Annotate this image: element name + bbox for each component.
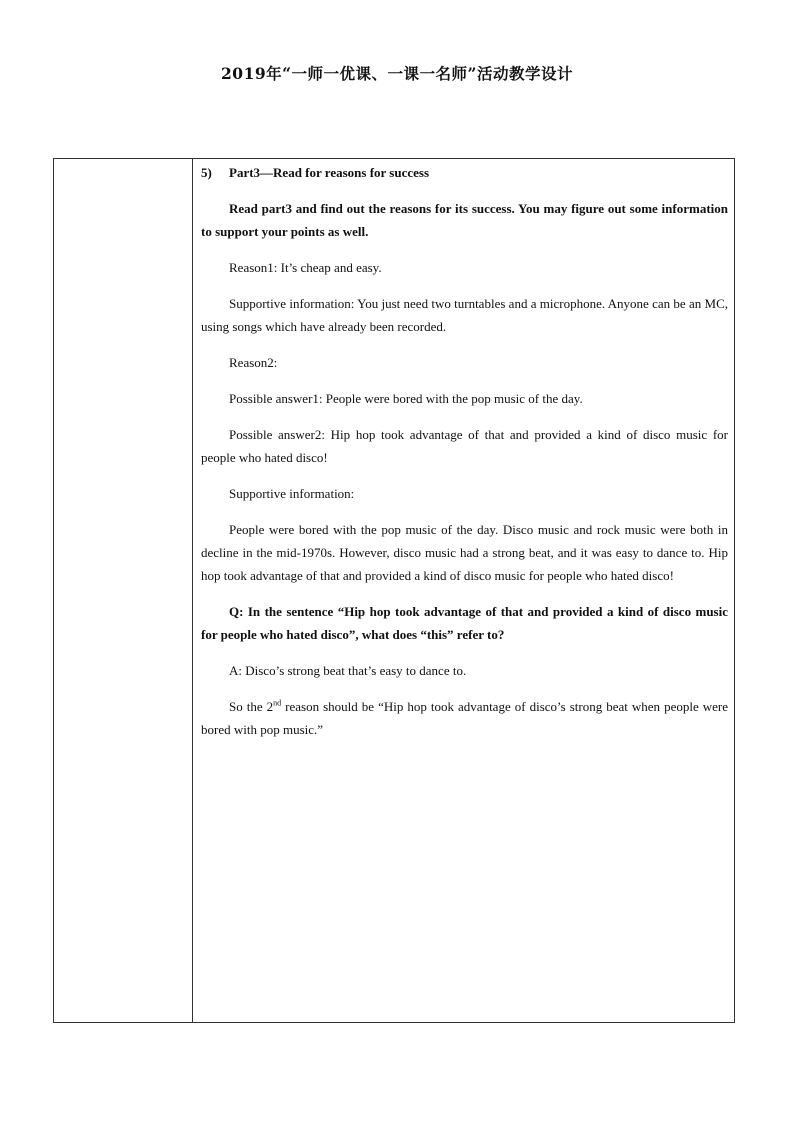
conclusion-text-start: So the 2 xyxy=(229,699,274,714)
possible-answer2-paragraph: Possible answer2: Hip hop took advantage of that and provided a kind of disco music for people who hated disco! xyxy=(201,427,728,465)
instruction-paragraph: Read part3 and find out the reasons for its success. You may figure out some information to support your points as well. xyxy=(201,201,728,239)
supportive1-paragraph: Supportive information: You just need two turntables and a microphone. Anyone can be an MC, using songs which have already been recorded. xyxy=(201,296,728,334)
section-title: Part3—Read for reasons for success xyxy=(229,165,430,180)
supportive2-label: Supportive information: xyxy=(229,486,355,501)
supportive2-paragraph: People were bored with the pop music of the day. Disco music and rock music were both in decline in the mid-1970s. However, disco music had a strong beat, and it was easy to dance to. Hip hop took advantage of that and provided a kind of disco music for people who hated disco! xyxy=(201,522,728,583)
answer-paragraph: A: Disco’s strong beat that’s easy to dance to. xyxy=(229,663,467,678)
section-heading xyxy=(201,161,728,184)
section-number: 5) xyxy=(201,165,212,180)
lesson-table xyxy=(53,158,735,1023)
reason2-paragraph: Reason2: xyxy=(229,355,278,370)
table-content-cell xyxy=(193,159,734,1022)
reason1-paragraph: Reason1: It’s cheap and easy. xyxy=(229,260,382,275)
page-title: 2019年“一师一优课、一课一名师”活动教学设计 xyxy=(221,64,573,83)
ordinal-suffix: nd xyxy=(273,698,282,708)
table-left-cell xyxy=(54,159,193,1022)
conclusion-paragraph xyxy=(201,695,728,741)
question-paragraph: Q: In the sentence “Hip hop took advantage of that and provided a kind of disco music for people who hated disco”, what does “this” refer to? xyxy=(201,604,728,642)
possible-answer1-paragraph: Possible answer1: People were bored with the pop music of the day. xyxy=(229,391,583,406)
conclusion-text-end: reason should be “Hip hop took advantage of disco’s strong beat when people were bored with pop music.” xyxy=(201,699,728,737)
